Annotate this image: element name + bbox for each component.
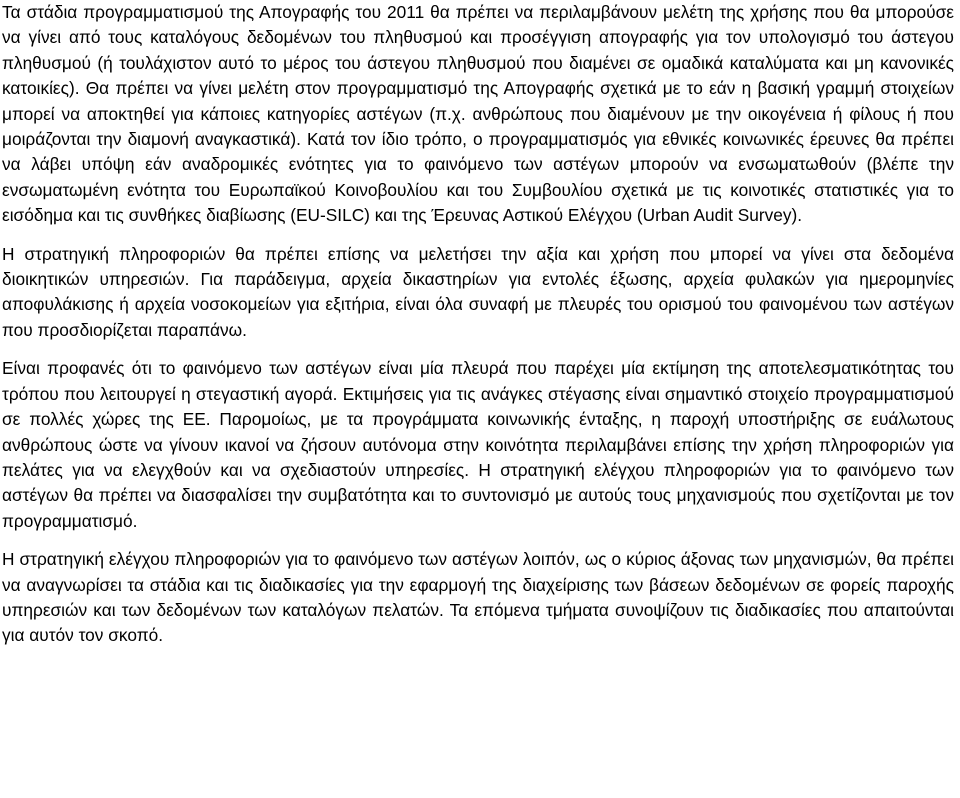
paragraph-administrative-data: Η στρατηγική πληροφοριών θα πρέπει επίσης να μελετήσει την αξία και χρήση που μπορεί να γίνει στα δεδομένα διοικητικών υπηρεσιών. Για παράδειγμα, αρχεία δικαστηρίων για εντολές έξωσης, αρχεία φυλακών για ημερομηνίες αποφυλάκισης ή αρχεία νοσοκομείων για εξιτήρια, είναι όλα συναφή με πλευρές του ορισμού του φαινομένου των αστέγων που προσδιορίζεται παραπάνω. — [2, 243, 954, 340]
paragraph-census-planning: Τα στάδια προγραμματισμού της Απογραφής του 2011 θα πρέπει να περιλαμβάνουν μελέτη της χρήσης που θα μπορούσε να γίνει από τους καταλόγους δεδομένων του πληθυσμού και προσέγγιση απογραφής για τον υπολογισμό του άστεγου πληθυσμού (ή τουλάχιστον αυτό το μέρος του άστεγου πληθυσμού που διαμένει σε ομαδικά καταλύματα και μη κανονικές κατοικίες). Θα πρέπει να γίνει μελέτη στον προγραμματισμό της Απογραφής σχετικά με το εάν η βασική γραμμή στοιχείων μπορεί να αποκτηθεί για κάποιες κατηγορίες αστέγων (π.χ. ανθρώπους που διαμένουν με την οικογένεια ή φίλους ή που μοιράζονται την διαμονή αναγκαστικά). Κατά τον ίδιο τρόπο, ο προγραμματισμός για εθνικές κοινωνικές έρευνες θα πρέπει να λάβει υπόψη εάν αναδρομικές ενότητες για το φαινόμενο των αστέγων μπορούν να ενσωματωθούν (βλέπε την ενσωματωμένη ενότητα του Ευρωπαϊκού Κοινοβουλίου και του Συμβουλίου σχετικά με τις κοινοτικές στατιστικές για το εισόδημα και τις συνθήκες διαβίωσης (EU-SILC) και της Έρευνας Αστικού Ελέγχου (Urban Audit Survey). — [2, 2, 954, 226]
paragraph-housing-market: Είναι προφανές ότι το φαινόμενο των αστέγων είναι μία πλευρά που παρέχει μία εκτίμηση της αποτελεσματικότητας του τρόπου που λειτουργεί η στεγαστική αγορά. Εκτιμήσεις για τις ανάγκες στέγασης είναι σημαντικό στοιχείο προγραμματισμού σε πολλές χώρες της ΕΕ. Παρομοίως, με τα προγράμματα κοινωνικής ένταξης, η παροχή υποστήριξης σε ευάλωτους ανθρώπους ώστε να γίνουν ικανοί να ζήσουν αυτόνομα στην κοινότητα περιλαμβάνει επίσης την χρήση πληροφοριών για πελάτες για να ελεγχθούν και να σχεδιαστούν υπηρεσίες. Η στρατηγική ελέγχου πληροφοριών για το φαινόμενο των αστέγων θα πρέπει να διασφαλίσει την συμβατότητα και το συντονισμό με αυτούς τους μηχανισμούς που σχετίζονται με τον προγραμματισμό. — [2, 358, 954, 531]
paragraph-information-strategy: Η στρατηγική ελέγχου πληροφοριών για το φαινόμενο των αστέγων λοιπόν, ως ο κύριος άξονας των μηχανισμών, θα πρέπει να αναγνωρίσει τα στάδια και τις διαδικασίες για την εφαρμογή της διαχείρισης των βάσεων δεδομένων σε φορείς παροχής υπηρεσιών και των δεδομένων των καταλόγων πελατών. Τα επόμενα τμήματα συνοψίζουν τις διαδικασίες που απαιτούνται για αυτόν τον σκοπό. — [2, 549, 954, 646]
